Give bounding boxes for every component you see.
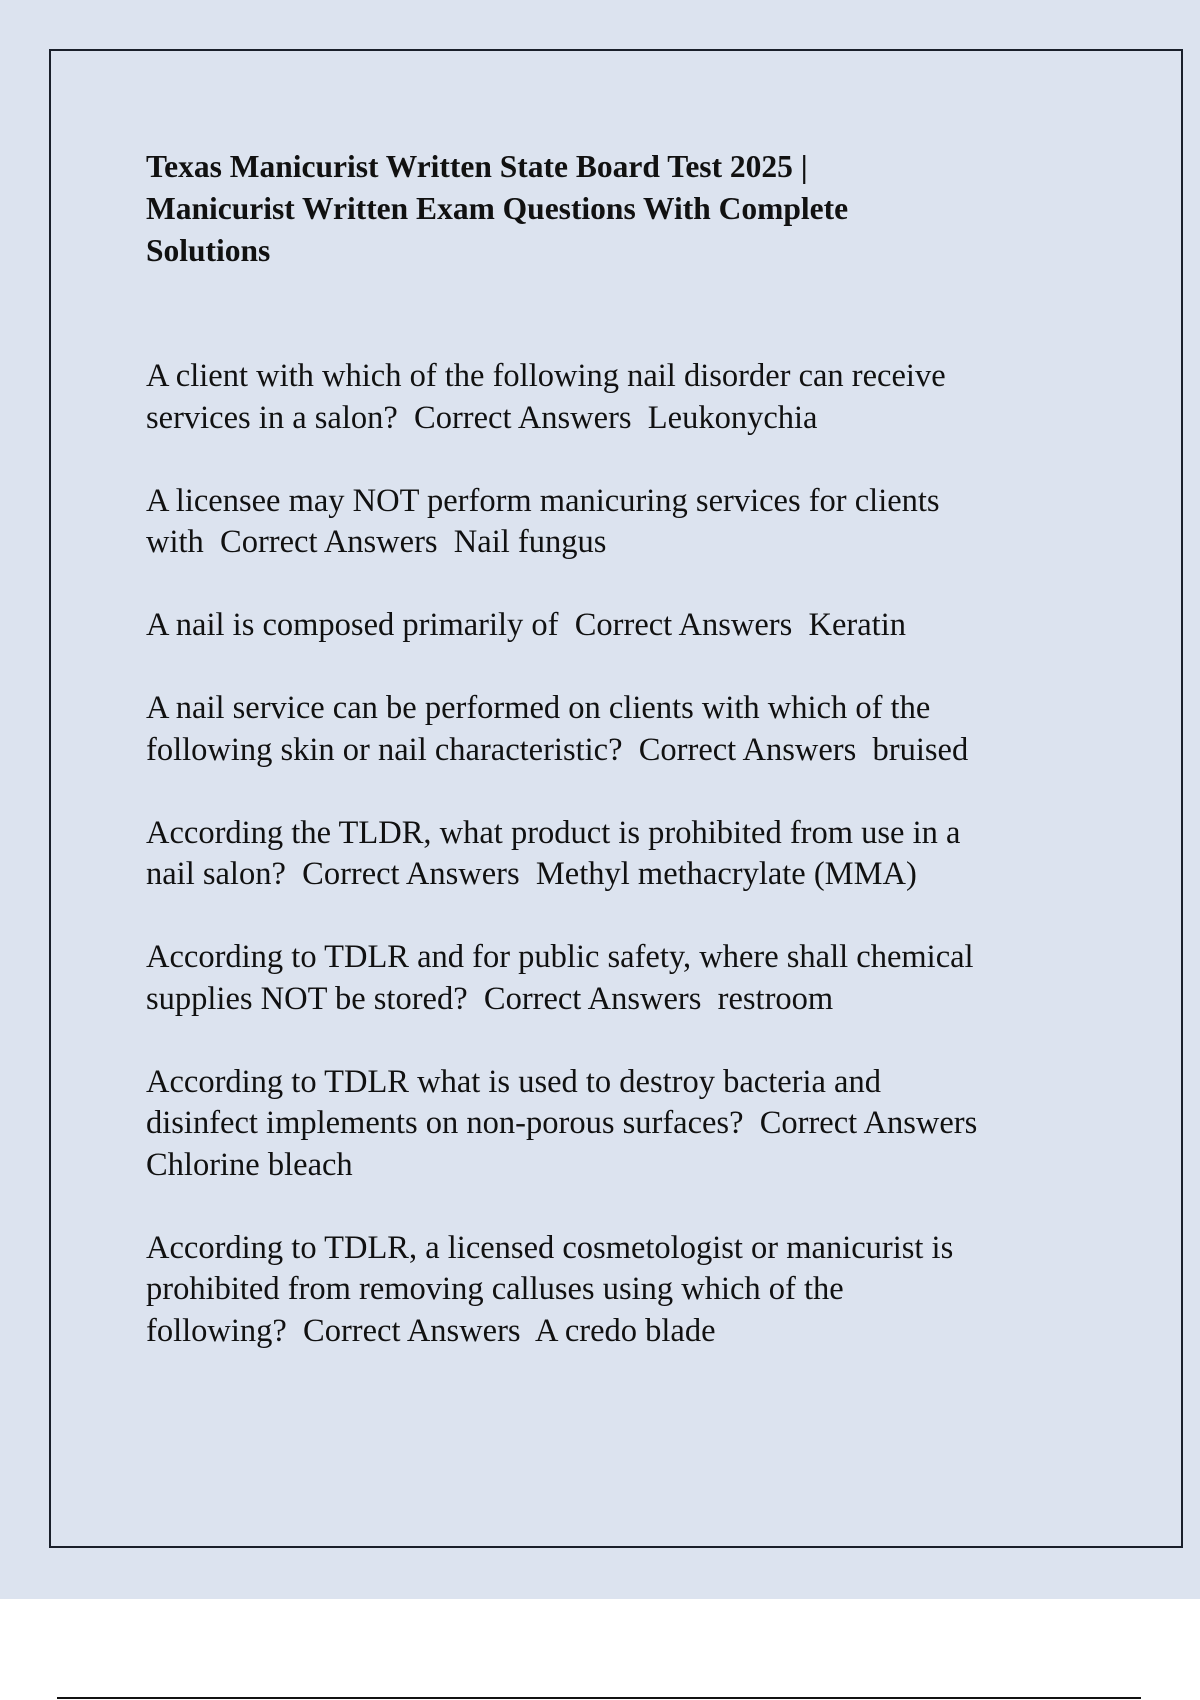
question-answer-line: services in a salon? Correct Answers Leukonychia	[146, 399, 818, 436]
title-line: Solutions	[146, 233, 271, 268]
question-answer-item	[146, 688, 1156, 771]
question-answer-line: A client with which of the following nail disorder can receive	[146, 358, 946, 394]
question-answer-item	[146, 1228, 1156, 1353]
question-answer-line: following? Correct Answers A credo blade	[146, 1312, 716, 1349]
question-answer-line: According to TDLR and for public safety, where shall chemical	[146, 939, 974, 975]
question-answer-item	[146, 1062, 1156, 1187]
question-answer-line: supplies NOT be stored? Correct Answers restroom	[146, 980, 834, 1017]
question-answer-line: nail salon? Correct Answers Methyl methacrylate (MMA)	[146, 856, 917, 892]
question-answer-item	[146, 605, 1156, 647]
question-answer-line: A nail is composed primarily of Correct Answers Keratin	[146, 607, 906, 643]
question-answer-line: following skin or nail characteristic? Correct Answers bruised	[146, 731, 969, 768]
question-answer-line: Chlorine bleach	[146, 1146, 353, 1183]
question-answer-item	[146, 356, 1156, 439]
question-answer-line: with Correct Answers Nail fungus	[146, 524, 607, 560]
question-answer-item	[146, 813, 1156, 896]
question-answer-list	[146, 356, 1156, 1352]
question-answer-line: A licensee may NOT perform manicuring services for clients	[146, 482, 940, 519]
document-title	[146, 146, 1156, 272]
title-line: Manicurist Written Exam Questions With Complete	[146, 191, 849, 226]
question-answer-line: According the TLDR, what product is prohibited from use in a	[146, 814, 961, 851]
question-answer-line: According to TDLR, a licensed cosmetologist or manicurist is	[146, 1229, 954, 1266]
question-answer-line: disinfect implements on non-porous surfaces? Correct Answers	[146, 1105, 978, 1141]
footer-divider	[57, 1697, 1141, 1699]
question-answer-line: prohibited from removing calluses using which of the	[146, 1271, 844, 1307]
question-answer-item	[146, 937, 1156, 1020]
title-line: Texas Manicurist Written State Board Test 2025 |	[146, 149, 808, 184]
question-answer-item	[146, 481, 1156, 564]
question-answer-line: According to TDLR what is used to destroy bacteria and	[146, 1063, 881, 1100]
question-answer-line: A nail service can be performed on clients with which of the	[146, 690, 931, 726]
document-content	[146, 146, 1156, 1394]
